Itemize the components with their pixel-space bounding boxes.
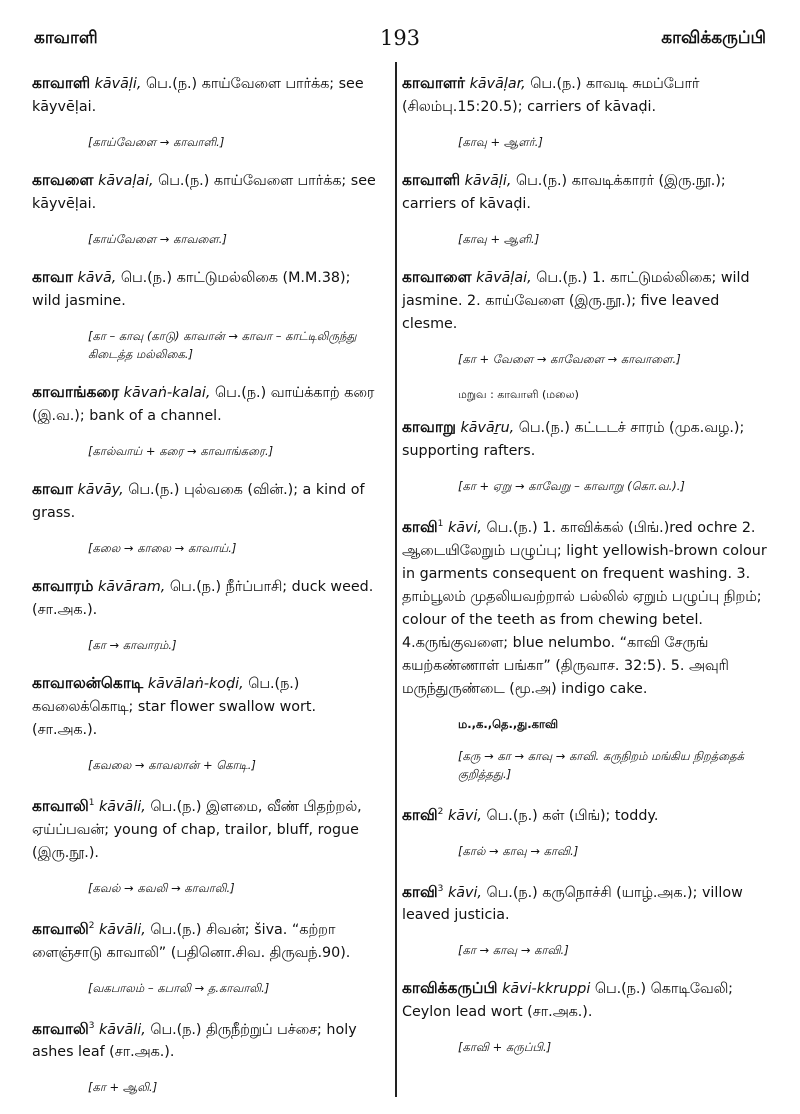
etymology: [கவல் → கவலி → காவாலி.]: [88, 880, 235, 895]
definition: 1. காவிக்கல் (பிங்.)red ochre 2. ஆடையிலேறும் பழுப்பு; light yellowish-brown colour in garments consequent on frequent washing. 3. தாம்பூலம் முதலியவற்றால் பல்லில் ஏறும் பழுப்பு நிறம்; colour of the teeth as from chewing betel. 4.கருங்குவளை; blue nelumbo. “காவி சேருங் கயற்கண்ணாள் பங்கா” (திருவாச. 32:5). 5. அவுரி மருந்துருண்டை (மூ.அ) indigo cake.: [402, 519, 767, 697]
etymology: [கா + ஏறு → காவேறு – காவாறு (கொ.வ.).]: [458, 479, 685, 493]
transliteration: kāvāḷi,: [464, 173, 512, 189]
etymology: [காவு + ஆளி.]: [458, 232, 540, 246]
definition: நீர்ப்பாசி; duck weed. (சா.அக.).: [32, 579, 374, 618]
transliteration: kāvāli,: [99, 921, 146, 938]
headword: காவா: [32, 480, 73, 498]
definition: திருநீற்றுப் பச்சை; holy ashes leaf (சா.அக.).: [32, 1021, 357, 1061]
dictionary-entry: [32, 266, 382, 313]
dictionary-entry: [402, 266, 772, 336]
part-of-speech: பெ.(ந.): [486, 519, 538, 536]
right-column: [402, 72, 772, 1074]
part-of-speech: பெ.(ந.): [594, 981, 647, 998]
transliteration: kāvāḷi,: [94, 76, 142, 92]
headword: காவி: [402, 805, 438, 824]
transliteration: kāvi,: [447, 519, 482, 536]
dictionary-entry: [402, 416, 772, 463]
etymology: [காவு + ஆளர்.]: [458, 135, 543, 149]
definition: 1. காட்டுமல்லிகை; wild jasmine. 2. காய்வேளை (இரு.நூ.); five leaved clesme.: [402, 270, 750, 332]
part-of-speech: பெ.(ந.): [215, 385, 267, 401]
headword: காவளை: [32, 171, 94, 189]
definition: காவடி சுமப்போர் (சிலம்பு.15:20.5); carriers of kāvaḍi.: [402, 76, 700, 115]
definition: காய்வேளை பார்க்க; see kāyvēḷai.: [32, 76, 364, 115]
homonym-number: 3: [437, 883, 444, 894]
part-of-speech: பெ.(ந.): [530, 76, 582, 92]
etymology: [கலை → காலை → காவாய்.]: [88, 541, 237, 555]
definition: காட்டுமல்லிகை (M.M.38); wild jasmine.: [32, 270, 351, 309]
definition: கட்டடச் சாரம் (முக.வழ.); supporting rafters.: [402, 420, 745, 459]
etymology: [காய்வேளை → காவாளி.]: [88, 135, 225, 149]
definition: கருநொச்சி (யாழ்.அக.); villow leaved justicia.: [402, 884, 743, 924]
part-of-speech: பெ.(ந.): [248, 676, 300, 692]
dictionary-entry: [32, 1015, 382, 1065]
definition: வாய்க்காற் கரை (இ.வ.); bank of a channel.: [32, 385, 375, 424]
dictionary-entry: [32, 381, 382, 428]
transliteration: kāvi,: [447, 884, 482, 901]
etymology: [கா → காவு → காவி.]: [458, 943, 569, 958]
headword: காவாரம்: [32, 577, 94, 595]
headword: காவாளை: [402, 268, 472, 286]
column-divider: [395, 62, 397, 1097]
headword: காவாறு: [402, 418, 456, 436]
dictionary-entry: [402, 169, 772, 216]
transliteration: kāvāli,: [99, 798, 146, 815]
etymology: [கா + வேளை → காவேளை → காவாளை.]: [458, 352, 681, 366]
header-right-guideword: காவிக்கருப்பி: [661, 28, 766, 48]
transliteration: kāvāḷai,: [476, 270, 532, 286]
definition: காய்வேளை பார்க்க; see kāyvēḷai.: [32, 173, 376, 212]
transliteration: kāvāṟu,: [460, 420, 515, 436]
etymology: [காவி + கருப்பி.]: [458, 1040, 552, 1055]
dictionary-entry: [32, 575, 382, 622]
dictionary-entry: [402, 513, 772, 701]
headword: காவாலி: [32, 919, 89, 938]
etymology: [காய்வேளை → காவளை.]: [88, 232, 227, 246]
dictionary-entry: [32, 792, 382, 865]
part-of-speech: பெ.(ந.): [120, 270, 173, 286]
part-of-speech: பெ.(ந.): [158, 173, 210, 189]
etymology: [கவலை → காவலான் + கொடி.]: [88, 758, 256, 772]
headword: காவாளி: [32, 74, 91, 92]
transliteration: kāvaṅ-kalai,: [123, 385, 211, 401]
dictionary-entry: [402, 72, 772, 119]
headword: காவி: [402, 882, 438, 901]
part-of-speech: பெ.(ந.): [515, 173, 568, 189]
dictionary-entry: [32, 915, 382, 965]
definition: சிவன்; šiva. “கற்றா ளைஞ்சாடு காவாலி” (பதினொ.சிவ. திருவந்.90).: [32, 921, 351, 961]
etymology: [கா – காவு (காடு) காவான் → காவா – காட்டிலிருந்து கிடைத்த மல்லிகை.]: [88, 329, 357, 361]
transliteration: kāvi,: [447, 807, 482, 824]
etymology: [கா → காவாரம்.]: [88, 638, 177, 652]
definition: கள் (பிங்); toddy.: [542, 807, 659, 824]
transliteration: kāvāli,: [99, 1021, 146, 1038]
header-left-guideword: காவாளி: [34, 28, 98, 48]
dictionary-entry: [402, 801, 772, 828]
dictionary-entry: [402, 878, 772, 928]
transliteration: kāvaḷai,: [98, 173, 154, 189]
headword: காவாளர்: [402, 74, 466, 92]
etymology: [கால்வாய் + கரை → காவாங்கரை.]: [88, 444, 274, 458]
part-of-speech: பெ.(ந.): [536, 270, 588, 286]
dictionary-entry: [32, 169, 382, 216]
transliteration: kāvi-kkruppi: [502, 981, 591, 998]
headword: காவிக்கருப்பி: [402, 979, 498, 998]
definition: காவடிக்காரர் (இரு.நூ.); carriers of kāvaḍi.: [402, 173, 726, 212]
part-of-speech: பெ.(ந.): [150, 1021, 202, 1038]
headword: காவாலி: [32, 796, 89, 815]
etymology: [வகபாலம் – கபாலி → த.காவாலி.]: [88, 980, 270, 995]
etymology: [கரு → கா → காவு → காவி. கருநிறம் மங்கிய நிறத்தைக் குறித்தது.]: [458, 748, 744, 781]
etymology: [கால் → காவு → காவி.]: [458, 843, 579, 858]
transliteration: kāvāḷar,: [469, 76, 526, 92]
transliteration: kāvāram,: [97, 579, 166, 595]
homonym-number: 1: [88, 798, 95, 808]
transliteration: kāvālaṅ-koḍi,: [147, 676, 244, 692]
headword: காவாலி: [32, 1019, 89, 1038]
transliteration: kāvāy,: [77, 482, 124, 498]
dictionary-entry: [32, 672, 382, 742]
part-of-speech: பெ.(ந.): [518, 420, 570, 436]
page-number: 193: [379, 26, 421, 50]
part-of-speech: பெ.(ந.): [145, 76, 198, 92]
homonym-number: 2: [437, 806, 444, 817]
part-of-speech: பெ.(ந.): [486, 807, 538, 824]
part-of-speech: பெ.(ந.): [169, 579, 222, 595]
definition: புல்வகை (வின்.); a kind of grass.: [32, 482, 365, 521]
homonym-number: 2: [88, 920, 95, 931]
transliteration: kāvā,: [77, 270, 117, 286]
headword: காவி: [402, 517, 438, 536]
definition: இளமை, வீண் பிதற்றல், ஏய்ப்பவன்; young of chap, trailor, bluff, rogue (இரு.நூ.).: [32, 798, 362, 861]
definition: கொடிவேலி; Ceylon lead wort (சா.அக.).: [402, 981, 733, 1021]
part-of-speech: பெ.(ந.): [150, 921, 202, 938]
dictionary-entry: [32, 478, 382, 525]
headword: காவா: [32, 268, 73, 286]
part-of-speech: பெ.(ந.): [128, 482, 180, 498]
homonym-number: 1: [437, 519, 444, 529]
page-header: [0, 0, 800, 60]
cognates: ம.,க.,தெ.,து.காவி: [458, 716, 559, 731]
definition: கவலைக்கொடி; star flower swallow wort. (சா.அக.).: [32, 699, 317, 738]
part-of-speech: பெ.(ந.): [486, 884, 538, 901]
headword: காவாலன்கொடி: [32, 674, 144, 692]
variant-note: மறுவ : காவாளி (மலை): [458, 388, 579, 401]
part-of-speech: பெ.(ந.): [150, 798, 202, 815]
headword: காவாங்கரை: [32, 383, 120, 401]
headword: காவாளி: [402, 171, 461, 189]
dictionary-entry: [32, 72, 382, 119]
dictionary-entry: [402, 977, 772, 1024]
left-column: [32, 72, 382, 1114]
homonym-number: 3: [88, 1020, 95, 1031]
etymology: [கா + ஆலி.]: [88, 1080, 158, 1095]
